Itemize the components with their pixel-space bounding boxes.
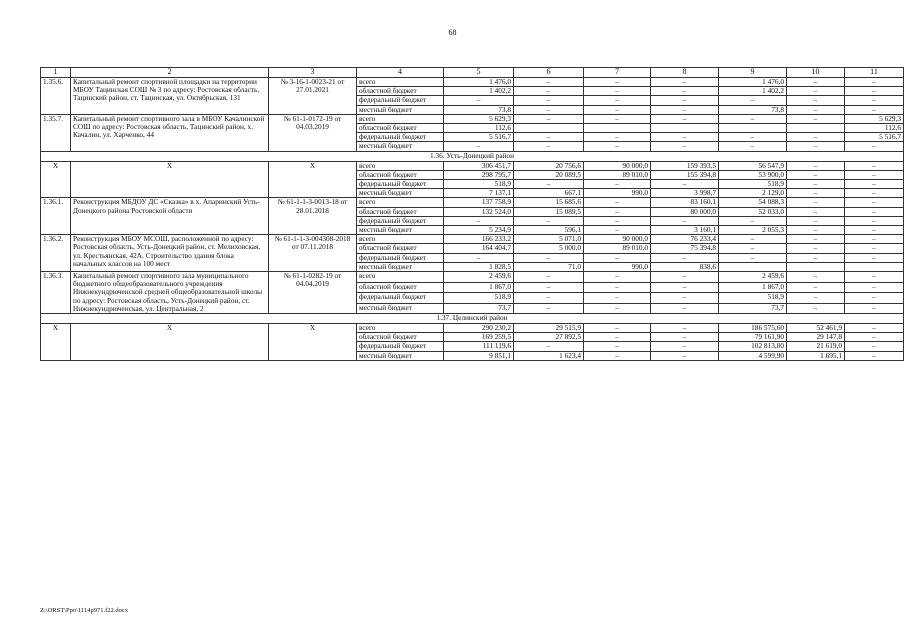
amount-cell: – [584,253,651,262]
object-number: 1.36.1. [41,198,71,235]
object-number: Х [41,161,71,198]
amount-cell: – [651,324,719,333]
funding-source: всего [357,272,444,283]
amount-cell: – [584,342,651,351]
amount-cell: 2 459,6 [444,272,514,283]
amount-cell: – [514,272,584,283]
amount-cell: 596,1 [514,226,584,235]
table-body [41,68,904,361]
amount-cell: – [787,253,845,262]
amount-cell: 1 402,2 [719,87,787,96]
funding-source: федеральный бюджет [357,293,444,304]
amount-cell: – [651,87,719,96]
amount-cell: 73,7 [444,303,514,314]
amount-cell: 1 402,2 [444,87,514,96]
amount-cell: – [787,105,845,114]
expertise-conclusion: Х [269,324,357,361]
amount-cell: – [787,282,845,293]
amount-cell: – [845,244,904,253]
amount-cell: 306 451,7 [444,161,514,170]
amount-cell: – [514,282,584,293]
amount-cell: – [584,207,651,216]
amount-cell: 73,8 [444,105,514,114]
funding-source: местный бюджет [357,105,444,114]
amount-cell: – [845,351,904,360]
funding-source: областной бюджет [357,207,444,216]
amount-cell: – [444,96,514,105]
column-number-cell: 8 [651,68,719,78]
amount-cell: 1 476,0 [719,78,787,87]
amount-cell: 9 851,1 [444,351,514,360]
amount-cell: – [845,170,904,179]
amount-cell: 5 516,7 [444,133,514,142]
table-row [41,78,904,87]
amount-cell: – [651,293,719,304]
amount-cell: – [845,253,904,262]
amount-cell: – [787,180,845,189]
page-number: 68 [448,28,457,37]
table-row [41,324,904,333]
amount-cell: – [444,253,514,262]
amount-cell: 75 394,8 [651,244,719,253]
expertise-conclusion: № 61-1-1-3-0013-18 от 28.01.2018 [269,198,357,235]
amount-cell: 73,7 [719,303,787,314]
funding-source: местный бюджет [357,189,444,198]
amount-cell: 990,0 [584,262,651,271]
amount-cell: 166 233,2 [444,235,514,244]
object-name: Х [71,161,269,198]
amount-cell: 1 828,5 [444,262,514,271]
amount-cell: 7 137,1 [444,189,514,198]
amount-cell: – [584,272,651,283]
amount-cell: – [651,303,719,314]
amount-cell: – [787,114,845,123]
amount-cell: 186 575,60 [719,324,787,333]
expertise-conclusion: № 61-1-0172-19 от 04.03.2019 [269,114,357,151]
amount-cell: – [719,142,787,151]
amount-cell: – [514,87,584,96]
amount-cell: – [514,96,584,105]
amount-cell: – [787,293,845,304]
file-path-footer: Z:\ORST\Ppo\1114p971.f22.docx [40,607,128,614]
amount-cell: – [787,226,845,235]
amount-cell: – [651,78,719,87]
amount-cell: 164 404,7 [444,244,514,253]
amount-cell: – [584,333,651,342]
section-title: 1.36. Усть-Донецкий район [41,151,904,161]
amount-cell: 3 160,1 [651,226,719,235]
funding-source: всего [357,78,444,87]
amount-cell: – [444,216,514,225]
column-number-cell: 1 [41,68,71,78]
amount-cell: – [584,133,651,142]
amount-cell: 5 234,9 [444,226,514,235]
amount-cell: 56 547,9 [719,161,787,170]
amount-cell: – [787,142,845,151]
amount-cell: – [584,78,651,87]
amount-cell: – [787,133,845,142]
section-row [41,151,904,161]
funding-source: областной бюджет [357,170,444,179]
amount-cell: – [514,142,584,151]
amount-cell: 112,6 [845,124,904,133]
amount-cell: – [514,253,584,262]
amount-cell: 1 695,1 [787,351,845,360]
amount-cell: – [845,87,904,96]
amount-cell: – [787,87,845,96]
amount-cell: – [514,342,584,351]
amount-cell: – [719,96,787,105]
amount-cell: – [584,226,651,235]
amount-cell: – [651,180,719,189]
amount-cell: – [584,293,651,304]
amount-cell: – [514,216,584,225]
funding-source: федеральный бюджет [357,133,444,142]
amount-cell: – [787,216,845,225]
amount-cell: 71,0 [514,262,584,271]
amount-cell: 1 476,0 [444,78,514,87]
amount-cell: – [584,142,651,151]
column-number-cell: 2 [71,68,269,78]
amount-cell: – [584,324,651,333]
expertise-conclusion: № 61-1-1-3-004308-2018 от 07.11.2018 [269,235,357,272]
funding-source: местный бюджет [357,303,444,314]
amount-cell: – [845,78,904,87]
amount-cell: 137 758,9 [444,198,514,207]
amount-cell: – [651,253,719,262]
amount-cell: – [845,342,904,351]
expertise-conclusion: Х [269,161,357,198]
amount-cell: 5 000,0 [514,244,584,253]
table-row [41,198,904,207]
amount-cell [787,124,845,133]
amount-cell: – [514,105,584,114]
amount-cell: 102 813,80 [719,342,787,351]
funding-source: федеральный бюджет [357,180,444,189]
amount-cell: – [845,324,904,333]
amount-cell: – [845,293,904,304]
column-number-cell: 9 [719,68,787,78]
object-name: Капитальный ремонт спортивного зала в МБОУ Качалинской СОШ по адресу: Ростовская область, Тацинский район, х. Качалин, ул. Харченко, 44 [71,114,269,151]
amount-cell: – [787,244,845,253]
amount-cell: 1 623,4 [514,351,584,360]
object-number: 1.36.2. [41,235,71,272]
section-title: 1.37. Целинский район [41,314,904,324]
amount-cell: – [845,142,904,151]
amount-cell: 5 629,3 [444,114,514,123]
amount-cell: – [719,253,787,262]
column-number-cell: 7 [584,68,651,78]
column-number-cell: 5 [444,68,514,78]
funding-source: всего [357,161,444,170]
funding-source: областной бюджет [357,244,444,253]
column-number-cell: 4 [357,68,444,78]
amount-cell [514,124,584,133]
amount-cell: 838,6 [651,262,719,271]
amount-cell [787,262,845,271]
amount-cell: – [514,78,584,87]
amount-cell: 155 394,8 [651,170,719,179]
column-number-cell: 10 [787,68,845,78]
amount-cell: – [584,282,651,293]
funding-source: областной бюджет [357,282,444,293]
funding-source: местный бюджет [357,351,444,360]
amount-cell: 1 867,0 [719,282,787,293]
amount-cell: 89 010,0 [584,244,651,253]
amount-cell: – [651,351,719,360]
amount-cell: – [719,216,787,225]
amount-cell: – [845,333,904,342]
amount-cell: 2 459,6 [719,272,787,283]
amount-cell: – [514,114,584,123]
amount-cell: – [719,235,787,244]
amount-cell: 21 619,0 [787,342,845,351]
amount-cell: – [651,333,719,342]
amount-cell: 20 756,6 [514,161,584,170]
funding-source: местный бюджет [357,262,444,271]
amount-cell: 3 998,7 [651,189,719,198]
section-row [41,314,904,324]
amount-cell: – [584,114,651,123]
amount-cell: – [444,142,514,151]
amount-cell: – [514,303,584,314]
amount-cell: 518,9 [719,180,787,189]
amount-cell: 27 892,5 [514,333,584,342]
amount-cell: – [651,342,719,351]
amount-cell: – [787,235,845,244]
amount-cell: – [787,207,845,216]
amount-cell: – [584,303,651,314]
funding-source: федеральный бюджет [357,216,444,225]
amount-cell: – [787,96,845,105]
funding-source: местный бюджет [357,226,444,235]
amount-cell: – [719,244,787,253]
amount-cell: – [845,189,904,198]
funding-source: всего [357,324,444,333]
amount-cell: 53 900,0 [719,170,787,179]
amount-cell: 29 147,8 [787,333,845,342]
amount-cell: 290 230,2 [444,324,514,333]
column-number-cell: 6 [514,68,584,78]
amount-cell: 111 119,6 [444,342,514,351]
amount-cell: 15 089,5 [514,207,584,216]
funding-source: областной бюджет [357,333,444,342]
amount-cell: – [584,87,651,96]
amount-cell: – [845,303,904,314]
amount-cell [651,124,719,133]
funding-source: федеральный бюджет [357,96,444,105]
amount-cell: – [514,133,584,142]
amount-cell: – [514,180,584,189]
amount-cell: – [845,180,904,189]
amount-cell: 518,9 [444,293,514,304]
amount-cell: 2 129,0 [719,189,787,198]
amount-cell: – [787,189,845,198]
object-number: 1.35.7. [41,114,71,151]
amount-cell: – [845,226,904,235]
amount-cell: 132 524,0 [444,207,514,216]
amount-cell: 4 599,90 [719,351,787,360]
amount-cell: – [845,235,904,244]
amount-cell: – [651,282,719,293]
funding-source: всего [357,114,444,123]
amount-cell: – [651,272,719,283]
amount-cell [719,124,787,133]
object-name: Капитальный ремонт спортивного зала муниципального бюджетного общеобразовательного учреждения Нижнекундрюченской средней общеобразовательной школы по адресу: Ростовская область, Усть-Донецкий район, ст. Нижнекундрюченская, ул. Центральная, 2 [71,272,269,314]
amount-cell: – [845,105,904,114]
amount-cell: – [787,303,845,314]
amount-cell: 169 259,5 [444,333,514,342]
amount-cell: 159 393,5 [651,161,719,170]
amount-cell [584,124,651,133]
amount-cell [845,262,904,271]
amount-cell: – [787,272,845,283]
amount-cell: – [845,207,904,216]
amount-cell: 90 000,0 [584,235,651,244]
object-number: 1.35.6. [41,78,71,115]
amount-cell: 5 071,0 [514,235,584,244]
table-row [41,272,904,283]
amount-cell: 112,6 [444,124,514,133]
object-name: Реконструкция МБДОУ ДС «Сказка» в х. Апаринский Усть-Донецкого района Ростовской области [71,198,269,235]
column-number-cell: 3 [269,68,357,78]
amount-cell: 518,9 [444,180,514,189]
amount-cell: 298 795,7 [444,170,514,179]
funding-source: федеральный бюджет [357,253,444,262]
amount-cell: – [651,133,719,142]
amount-cell: 79 161,90 [719,333,787,342]
amount-cell: – [584,105,651,114]
amount-cell: 73,8 [719,105,787,114]
amount-cell: 518,9 [719,293,787,304]
column-number-row [41,68,904,78]
amount-cell: – [514,293,584,304]
amount-cell: 52 033,0 [719,207,787,216]
amount-cell: – [651,216,719,225]
amount-cell: 83 160,1 [651,198,719,207]
amount-cell: – [651,142,719,151]
column-number-cell: 11 [845,68,904,78]
amount-cell: – [845,282,904,293]
amount-cell: – [845,198,904,207]
amount-cell: 20 089,5 [514,170,584,179]
funding-source: областной бюджет [357,87,444,96]
amount-cell: 90 000,0 [584,161,651,170]
amount-cell: – [845,216,904,225]
table-row [41,235,904,244]
object-number: Х [41,324,71,361]
amount-cell: – [719,114,787,123]
funding-source: областной бюджет [357,124,444,133]
object-name: Х [71,324,269,361]
table-row [41,114,904,123]
amount-cell: 1 867,0 [444,282,514,293]
amount-cell: 54 088,3 [719,198,787,207]
amount-cell: – [787,170,845,179]
amount-cell: – [584,351,651,360]
amount-cell: – [845,96,904,105]
amount-cell [719,262,787,271]
amount-cell: – [651,105,719,114]
amount-cell: – [584,96,651,105]
amount-cell: – [787,78,845,87]
amount-cell: – [787,161,845,170]
funding-source: всего [357,198,444,207]
amount-cell: 89 010,0 [584,170,651,179]
amount-cell: 76 233,4 [651,235,719,244]
expertise-conclusion: № 61-1-0282-19 от 04.04.2019 [269,272,357,314]
funding-source: местный бюджет [357,142,444,151]
amount-cell: – [584,198,651,207]
amount-cell: – [584,180,651,189]
financing-table [40,67,904,361]
amount-cell: – [651,114,719,123]
amount-cell: 990,0 [584,189,651,198]
amount-cell: 2 055,3 [719,226,787,235]
amount-cell: 80 000,0 [651,207,719,216]
object-name: Капитальный ремонт спортивной площадки на территории МБОУ Тацинская СОШ № 3 по адресу: Ростовская область, Тацинский район, ст. Тацинская, ул. Октябрьская, 131 [71,78,269,115]
amount-cell: – [719,133,787,142]
amount-cell: 29 515,9 [514,324,584,333]
amount-cell: – [787,198,845,207]
amount-cell: – [651,96,719,105]
amount-cell: 5 629,3 [845,114,904,123]
funding-source: федеральный бюджет [357,342,444,351]
expertise-conclusion: № 3-16-1-0023-21 от 27.01.2021 [269,78,357,115]
amount-cell: – [584,216,651,225]
amount-cell: 15 685,6 [514,198,584,207]
funding-source: всего [357,235,444,244]
amount-cell: – [845,161,904,170]
amount-cell: 52 461,9 [787,324,845,333]
amount-cell: 667,1 [514,189,584,198]
amount-cell: 5 516,7 [845,133,904,142]
object-number: 1.36.3. [41,272,71,314]
amount-cell: – [845,272,904,283]
table-row [41,161,904,170]
object-name: Реконструкция МБОУ МСОШ, расположенной по адресу: Ростовская область, Усть-Донецкий район, ст. Мелиховская, ул. Крестьянская, 42А. Строительство здания блока начальных классов на 100 мест [71,235,269,272]
